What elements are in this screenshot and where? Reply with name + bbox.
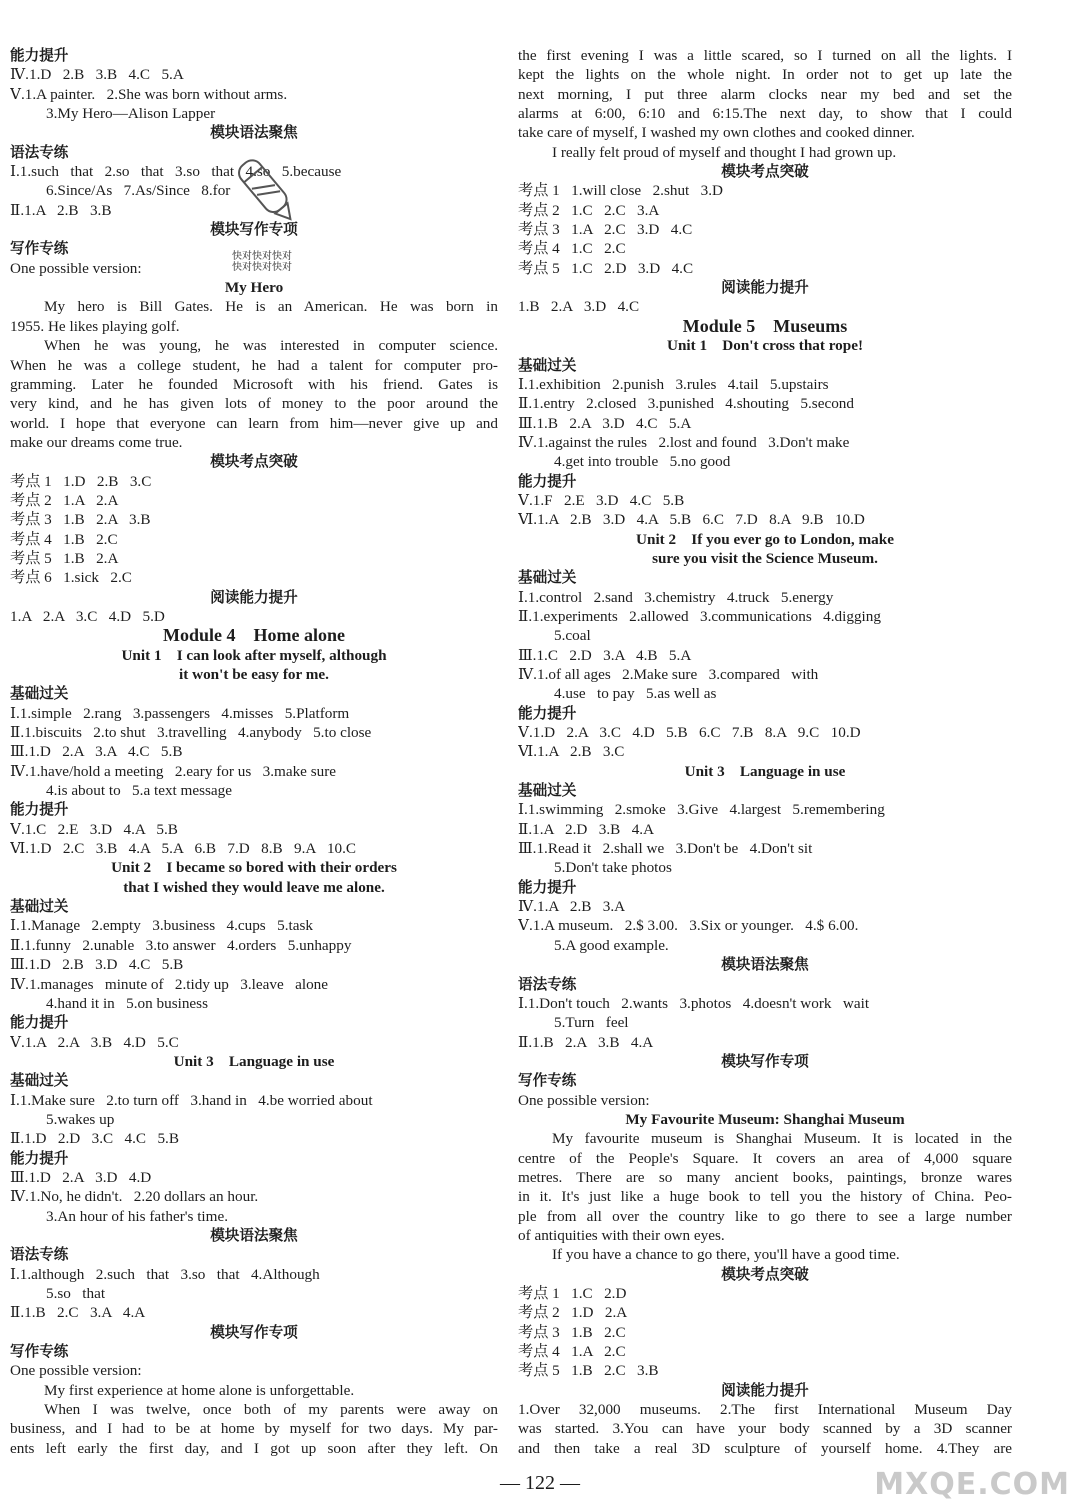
left-line: 5.wakes up [46, 1110, 115, 1128]
left-line: Ⅰ.1.such that 2.so that 3.so that 4.so 5.because [10, 163, 342, 181]
left-line: 考点 3 1.B 2.A 3.B [10, 511, 151, 529]
right-line: 考点 1 1.will close 2.shut 3.D [518, 182, 724, 200]
left-line: 基础过关 [10, 898, 69, 916]
left-line: Ⅰ.1.simple 2.rang 3.passengers 4.misses 5.Platform [10, 704, 350, 722]
right-line: If you have a chance to go there, you'll have a good time. [552, 1246, 900, 1264]
right-column [518, 46, 1012, 1458]
page-number: — 122 — [500, 1472, 580, 1494]
left-line: Ⅱ.1.funny 2.unable 3.to answer 4.orders 5.unhappy [10, 936, 352, 954]
right-line: 阅读能力提升 [721, 279, 809, 297]
left-line: Ⅱ.1.biscuits 2.to shut 3.travelling 4.anybody 5.to close [10, 724, 372, 742]
left-line: When he was a college student, he had a talent for computer pro- [10, 356, 498, 374]
right-line: the first evening I was a little scared, so I turned on all the lights. I [518, 47, 1012, 64]
right-line: 模块考点突破 [721, 163, 809, 181]
right-line: 考点 4 1.C 2.C [518, 240, 626, 258]
left-line: Ⅴ.1.A painter. 2.She was born without arms. [10, 85, 288, 103]
right-line: Ⅱ.1.A 2.D 3.B 4.A [518, 820, 655, 838]
left-line: Unit 1 I can look after myself, although [121, 646, 387, 664]
left-line: very kind, and he has given lots of money to the poor around the [10, 395, 498, 413]
right-line: Ⅴ.1.F 2.E 3.D 4.C 5.B [518, 491, 685, 509]
right-line: Ⅳ.1.A 2.B 3.A [518, 898, 626, 916]
right-line: next morning, I put three alarm clocks near my bed and set the [518, 85, 1012, 103]
stamp-caption-line: 快对快对快对 [232, 251, 292, 262]
left-line: 6.Since/As 7.As/Since 8.for [46, 182, 231, 200]
left-line: 语法专练 [10, 1246, 69, 1264]
right-line: 考点 2 1.D 2.A [518, 1304, 628, 1322]
left-line: world. I hope that everyone can learn from him—never give up and [10, 414, 498, 432]
right-line: 1.B 2.A 3.D 4.C [518, 298, 640, 316]
left-line: 考点 6 1.sick 2.C [10, 569, 132, 587]
right-line: 考点 3 1.A 2.C 3.D 4.C [518, 221, 693, 239]
left-line: One possible version: [10, 259, 142, 277]
stamp-caption [232, 251, 292, 273]
right-line: 考点 2 1.C 2.C 3.A [518, 201, 660, 219]
left-line: 写作专练 [10, 1343, 69, 1361]
right-line: My Favourite Museum: Shanghai Museum [625, 1110, 905, 1128]
right-line: centre of the People's Square. It covers an area of 4,000 square [518, 1149, 1012, 1167]
left-line: My first experience at home alone is unforgettable. [44, 1381, 355, 1399]
right-line: 基础过关 [518, 782, 577, 800]
right-line: Ⅵ.1.A 2.B 3.D 4.A 5.B 6.C 7.D 8.A 9.B 10.D [518, 511, 865, 529]
left-line: gramming. Later he founded Microsoft with his friend. Gates is [10, 375, 498, 393]
stamp-caption-line: 快对快对快对 [232, 262, 292, 273]
right-line: 写作专练 [518, 1072, 577, 1090]
right-line: 阅读能力提升 [721, 1381, 809, 1399]
left-line: 基础过关 [10, 685, 69, 703]
left-line: 能力提升 [10, 47, 69, 64]
right-line: 考点 5 1.C 2.D 3.D 4.C [518, 259, 694, 277]
right-line: 考点 4 1.A 2.C [518, 1343, 626, 1361]
left-line: One possible version: [10, 1362, 142, 1380]
left-line: business, and I had to be at home by myself for two days. My par- [10, 1420, 498, 1438]
right-line: 4.get into trouble 5.no good [554, 453, 731, 471]
left-line: Ⅳ.1.D 2.B 3.B 4.C 5.A [10, 66, 184, 84]
left-line: Ⅳ.1.have/hold a meeting 2.eary for us 3.make sure [10, 762, 336, 780]
right-line: 5.coal [554, 627, 591, 645]
right-line: Ⅰ.1.exhibition 2.punish 3.rules 4.tail 5.upstairs [518, 375, 829, 393]
left-line: 能力提升 [10, 1149, 69, 1167]
left-line: Ⅴ.1.A 2.A 3.B 4.D 5.C [10, 1033, 179, 1051]
left-line: Ⅵ.1.D 2.C 3.B 4.A 5.A 6.B 7.D 8.B 9.A 10.C [10, 840, 357, 858]
left-line: Unit 3 Language in use [173, 1052, 335, 1070]
right-line: 基础过关 [518, 356, 577, 374]
left-line: Ⅲ.1.D 2.A 3.D 4.D [10, 1168, 152, 1186]
right-line: 5.Turn feel [554, 1014, 629, 1032]
right-line: metres. There are so many ancient books, paintings, bronze wares [518, 1168, 1012, 1186]
pen-stamp-icon [226, 150, 306, 230]
left-line: 3.An hour of his father's time. [46, 1207, 228, 1225]
right-line: My favourite museum is Shanghai Museum. It is located in the [552, 1130, 1012, 1148]
left-line: 5.so that [46, 1285, 106, 1302]
right-line: Ⅵ.1.A 2.B 3.C [518, 743, 625, 761]
left-line: Ⅲ.1.D 2.A 3.A 4.C 5.B [10, 743, 183, 761]
left-line: When I was twelve, once both of my parents were away on [44, 1401, 498, 1419]
left-line: 模块语法聚焦 [210, 1226, 298, 1244]
right-line: 基础过关 [518, 569, 577, 587]
right-line: Ⅲ.1.C 2.D 3.A 4.B 5.A [518, 646, 692, 664]
left-line: Ⅳ.1.manages minute of 2.tidy up 3.leave alone [10, 975, 329, 993]
left-line: 能力提升 [10, 1014, 69, 1032]
left-line: When he was young, he was interested in computer science. [44, 337, 498, 355]
left-line: 模块写作专项 [210, 221, 298, 239]
left-line: 模块考点突破 [210, 453, 298, 471]
right-line: Ⅴ.1.A museum. 2.$ 3.00. 3.Six or younger. 4.$ 6.00. [518, 917, 859, 935]
right-line: Ⅲ.1.B 2.A 3.D 4.C 5.A [518, 414, 692, 432]
right-line: Ⅰ.1.swimming 2.smoke 3.Give 4.largest 5.remembering [518, 801, 885, 819]
right-line: alarms at 6:00, 6:10 and 6:15.The next day, to show that I could [518, 105, 1012, 123]
right-line: Ⅰ.1.Don't touch 2.wants 3.photos 4.doesn't work wait [518, 994, 870, 1012]
left-line: 阅读能力提升 [210, 588, 298, 606]
right-line: was started. 3.You can have your body scanned by a 3D scanner [518, 1420, 1012, 1438]
left-line: 4.is about to 5.a text message [46, 782, 233, 800]
right-line: Unit 3 Language in use [684, 762, 846, 780]
right-line: Ⅰ.1.control 2.sand 3.chemistry 4.truck 5.energy [518, 588, 834, 606]
left-line: 模块写作专项 [210, 1323, 298, 1341]
left-line: ents left early the first day, and I got up soon after they left. On [10, 1439, 498, 1457]
right-line: kept the lights on the whole night. In order not to get up late the [518, 66, 1012, 84]
left-line: Ⅲ.1.D 2.B 3.D 4.C 5.B [10, 956, 184, 974]
right-line: Unit 2 If you ever go to London, make [636, 530, 894, 548]
right-line: 模块考点突破 [721, 1265, 809, 1283]
right-line: of antiquities with their own eyes. [518, 1226, 725, 1244]
right-line: Ⅱ.1.B 2.A 3.B 4.A [518, 1033, 654, 1051]
right-line: 模块语法聚焦 [721, 956, 809, 974]
right-line: and then take a real 3D sculpture of yourself home. 4.They are [518, 1439, 1012, 1457]
left-line: 语法专练 [10, 143, 69, 161]
right-line: 5.Don't take photos [554, 859, 672, 877]
right-line: 能力提升 [518, 472, 577, 490]
left-line: 1955. He likes playing golf. [10, 317, 180, 335]
right-line: 语法专练 [518, 975, 577, 993]
right-line: Ⅳ.1.against the rules 2.lost and found 3.Don't make [518, 433, 850, 451]
right-line: One possible version: [518, 1091, 650, 1109]
left-line: Ⅰ.1.although 2.such that 3.so that 4.Although [10, 1265, 320, 1283]
right-line: take care of myself, I washed my own clothes and cooked dinner. [518, 124, 915, 142]
right-line: Unit 1 Don't cross that rope! [666, 337, 864, 355]
left-line: 3.My Hero—Alison Lapper [46, 105, 216, 123]
left-line: 基础过关 [10, 1072, 69, 1090]
right-line: 5.A good example. [554, 936, 669, 954]
left-line: 写作专练 [10, 240, 69, 258]
right-line: sure you visit the Science Museum. [652, 549, 878, 567]
left-line: Unit 2 I became so bored with their orders [111, 859, 397, 877]
left-line: Ⅱ.1.A 2.B 3.B [10, 201, 112, 219]
left-line: 4.hand it in 5.on business [46, 994, 208, 1012]
right-line: Module 5 Museums [682, 316, 848, 336]
right-line: 能力提升 [518, 704, 577, 722]
left-line: 考点 5 1.B 2.A [10, 549, 119, 567]
left-line: Module 4 Home alone [163, 626, 345, 646]
left-line: Ⅴ.1.C 2.E 3.D 4.A 5.B [10, 820, 178, 838]
right-line: 考点 5 1.B 2.C 3.B [518, 1362, 659, 1380]
left-line: make our dreams come true. [10, 433, 183, 451]
left-line: Ⅰ.1.Make sure 2.to turn off 3.hand in 4.be worried about [10, 1091, 373, 1109]
right-line: Ⅱ.1.experiments 2.allowed 3.communications 4.digging [518, 607, 881, 625]
left-line: it won't be easy for me. [179, 666, 329, 683]
left-line: Ⅳ.1.No, he didn't. 2.20 dollars an hour. [10, 1188, 259, 1206]
right-line: in it. It's just like a huge book to tell you the history of China. Peo- [518, 1188, 1012, 1206]
left-line: My Hero [224, 279, 284, 297]
right-line: Ⅱ.1.entry 2.closed 3.punished 4.shouting 5.second [518, 395, 854, 413]
right-line: 考点 3 1.B 2.C [518, 1323, 626, 1341]
left-line: Ⅱ.1.D 2.D 3.C 4.C 5.B [10, 1130, 179, 1148]
right-line: ple from all over the country like to go there to see a large number [518, 1207, 1012, 1225]
right-line: Ⅴ.1.D 2.A 3.C 4.D 5.B 6.C 7.B 8.A 9.C 10.D [518, 724, 861, 742]
right-line: 能力提升 [518, 878, 577, 896]
right-line: Ⅳ.1.of all ages 2.Make sure 3.compared with [518, 666, 819, 683]
left-line: My hero is Bill Gates. He is an American. He was born in [44, 298, 498, 316]
left-line: Ⅱ.1.B 2.C 3.A 4.A [10, 1304, 146, 1322]
left-line: 模块语法聚焦 [210, 124, 298, 142]
left-line: Ⅰ.1.Manage 2.empty 3.business 4.cups 5.task [10, 917, 313, 935]
left-line: 考点 4 1.B 2.C [10, 530, 118, 548]
left-line: that I wished they would leave me alone. [123, 878, 385, 896]
right-line: I really felt proud of myself and thought I had grown up. [552, 143, 897, 161]
left-line: 1.A 2.A 3.C 4.D 5.D [10, 607, 165, 625]
right-line: Ⅲ.1.Read it 2.shall we 3.Don't be 4.Don't sit [518, 840, 813, 858]
right-line: 4.use to pay 5.as well as [554, 685, 717, 703]
left-line: 考点 2 1.A 2.A [10, 491, 119, 509]
right-line: 1.Over 32,000 museums. 2.The first International Museum Day [518, 1401, 1012, 1419]
right-line: 考点 1 1.C 2.D [518, 1285, 627, 1302]
right-line: 模块写作专项 [721, 1052, 809, 1070]
left-line: 能力提升 [10, 801, 69, 819]
watermark-logo: MXQE.COM [874, 1467, 1070, 1502]
left-line: 考点 1 1.D 2.B 3.C [10, 472, 152, 490]
